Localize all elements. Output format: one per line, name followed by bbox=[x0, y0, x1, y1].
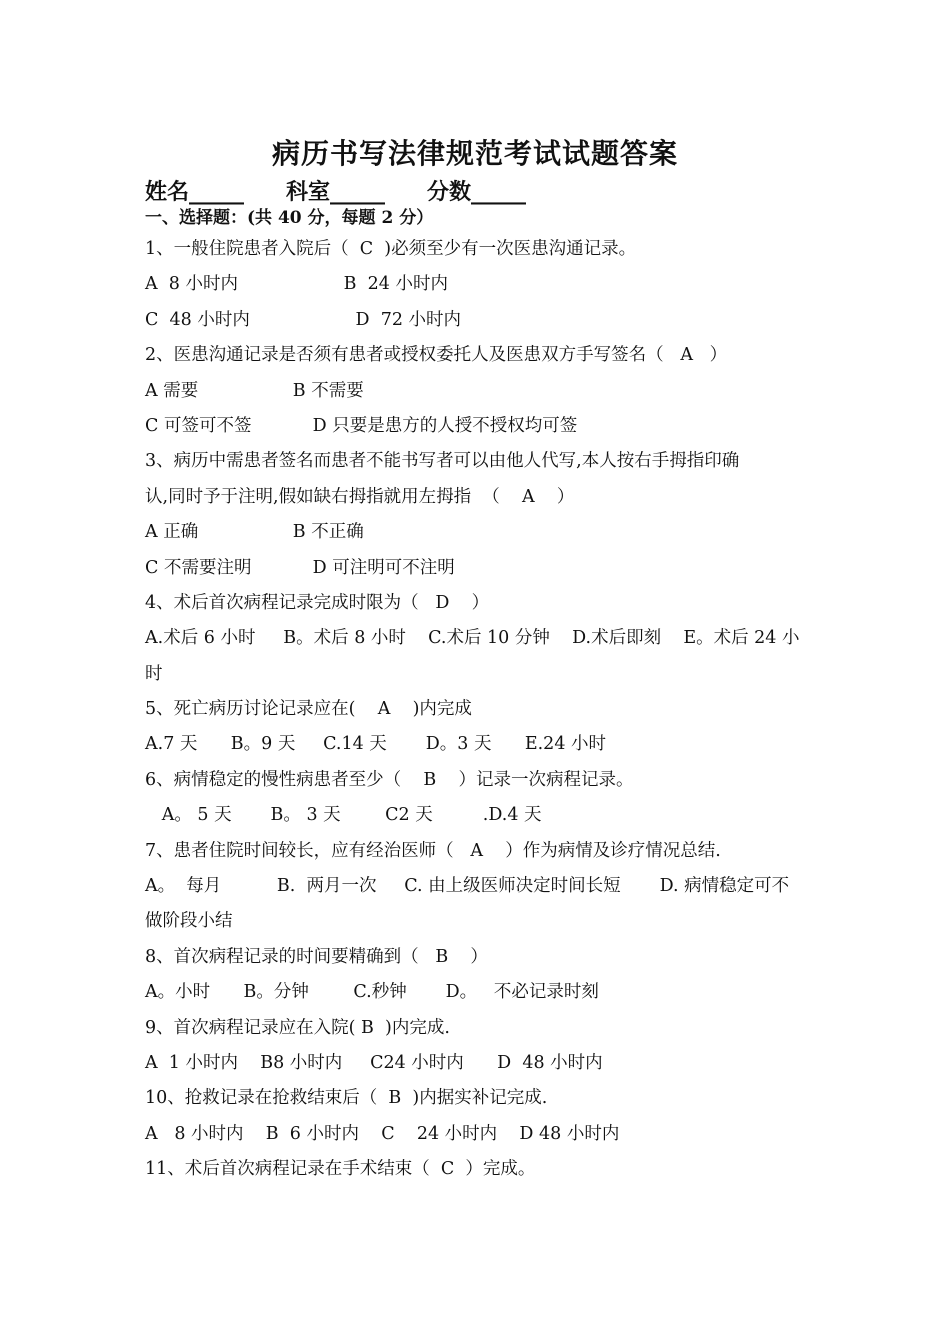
question-line: 11、术后首次病程记录在手术结束（ C ）完成。 bbox=[145, 1159, 536, 1180]
question-line: 认,同时予于注明,假如缺右拇指就用左拇指 （ A ） bbox=[145, 486, 575, 507]
option-line: A.术后 6 小时 B。术后 8 小时 C.术后 10 分钟 D.术后即刻 E。术后 24 小 bbox=[145, 628, 800, 649]
dept-field: 科室_____ bbox=[286, 179, 386, 205]
question-line: 4、术后首次病程记录完成时限为（ D ） bbox=[145, 592, 490, 613]
option-line: A。小时 B。分钟 C.秒钟 D。 不必记录时刻 bbox=[145, 982, 599, 1003]
option-line: A 正确 B 不正确 bbox=[145, 522, 364, 543]
option-line: A.7 天 B。9 天 C.14 天 D。3 天 E.24 小时 bbox=[145, 734, 607, 755]
option-line: C 不需要注明 D 可注明可不注明 bbox=[145, 557, 455, 578]
option-line: A 8 小时内 B 6 小时内 C 24 小时内 D 48 小时内 bbox=[145, 1123, 620, 1144]
info-line bbox=[145, 175, 568, 206]
option-line: A 需要 B 不需要 bbox=[145, 380, 364, 401]
question-list bbox=[145, 232, 815, 1188]
question-line: 5、死亡病历讨论记录应在( A )内完成 bbox=[145, 699, 472, 720]
question-line: 6、病情稳定的慢性病患者至少（ B ）记录一次病程记录。 bbox=[145, 769, 634, 790]
option-line: A 1 小时内 B8 小时内 C24 小时内 D 48 小时内 bbox=[145, 1052, 603, 1073]
question-line: 1、一般住院患者入院后（ C )必须至少有一次医患沟通记录。 bbox=[145, 239, 637, 259]
score-field: 分数_____ bbox=[427, 179, 527, 205]
option-line: A。 每月 B. 两月一次 C. 由上级医师决定时间长短 D. 病情稳定可不 bbox=[145, 876, 790, 897]
section-heading: 一、选择题：(共 40 分，每题 2 分） bbox=[145, 208, 434, 228]
name-field: 姓名_____ bbox=[145, 179, 245, 205]
question-line: 9、首次病程记录应在入院( B )内完成. bbox=[145, 1017, 450, 1038]
option-line: A 8 小时内 B 24 小时内 bbox=[145, 274, 448, 295]
question-line: 7、患者住院时间较长，应有经治医师（ A ）作为病情及诊疗情况总结. bbox=[145, 840, 721, 861]
option-line: 时 bbox=[145, 663, 163, 684]
question-line: 8、首次病程记录的时间要精确到（ B ） bbox=[145, 946, 488, 967]
question-line: 2、医患沟通记录是否须有患者或授权委托人及医患双方手写签名（ A ） bbox=[145, 345, 728, 366]
document-title: 病历书写法律规范考试试题答案 bbox=[271, 137, 678, 170]
question-line: 10、抢救记录在抢救结束后（ B )内据实补记完成. bbox=[145, 1088, 548, 1109]
option-line: 做阶段小结 bbox=[145, 911, 233, 932]
option-line: C 可签可不签 D 只要是患方的人授不授权均可签 bbox=[145, 415, 578, 436]
option-line: A。 5 天 B。 3 天 C2 天 .D.4 天 bbox=[145, 805, 542, 826]
option-line: C 48 小时内 D 72 小时内 bbox=[145, 309, 462, 330]
question-line: 3、病历中需患者签名而患者不能书写者可以由他人代写,本人按右手拇指印确 bbox=[145, 451, 740, 472]
